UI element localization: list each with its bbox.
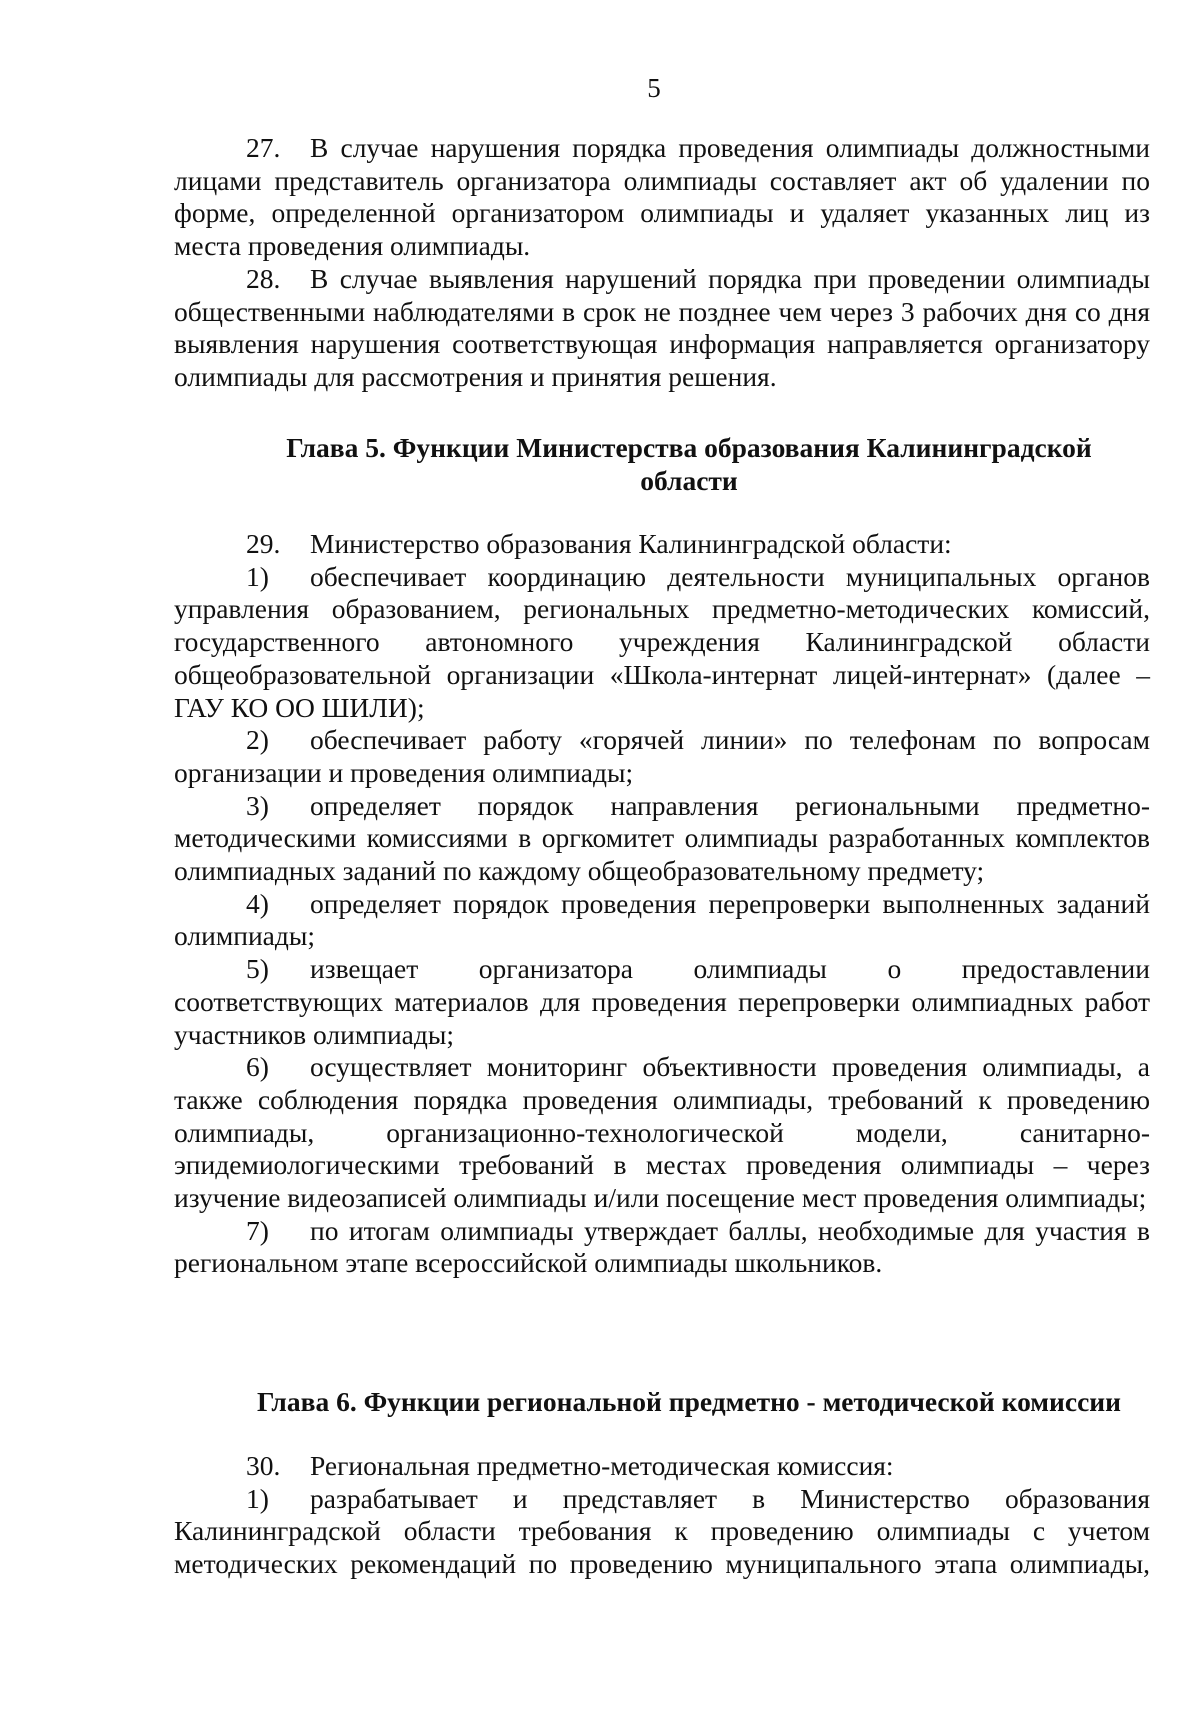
list-item bbox=[174, 790, 1150, 888]
list-item bbox=[174, 724, 1150, 789]
list-item bbox=[174, 561, 1150, 725]
list-item-text: разрабатывает и представляет в Министерство образования Калининградской области требования к проведению олимпиады с учетом методических рекомендаций по проведению муниципального этапа олимпиады, bbox=[174, 1482, 1150, 1580]
list-item bbox=[174, 1215, 1150, 1280]
chapter-5-heading bbox=[174, 432, 1150, 497]
list-item-number: 4) bbox=[246, 887, 269, 919]
list-item-text: определяет порядок проведения перепроверки выполненных заданий олимпиады; bbox=[174, 887, 1150, 952]
paragraph-27 bbox=[174, 132, 1150, 263]
list-item-number: 1) bbox=[246, 560, 269, 592]
paragraph-number: 29. bbox=[246, 528, 281, 559]
section-ministry-functions bbox=[174, 528, 1150, 1280]
list-item-number: 2) bbox=[246, 724, 269, 756]
paragraph-text: В случае выявления нарушений порядка при проведении олимпиады общественными наблюдателями в срок не позднее чем через 3 рабочих дня со дня выявления нарушения соответствующая информация направляется организатору олимпиады для рассмотрения и принятия решения. bbox=[174, 262, 1150, 392]
chapter-heading-line: области bbox=[640, 464, 738, 496]
list-item-number: 5) bbox=[246, 953, 269, 985]
chapter-6-heading bbox=[174, 1386, 1150, 1419]
list-item bbox=[174, 1483, 1150, 1581]
list-item-number: 6) bbox=[246, 1051, 269, 1083]
paragraph-28 bbox=[174, 263, 1150, 394]
paragraph-number: 27. bbox=[246, 132, 281, 163]
paragraph-text: Региональная предметно-методическая комиссия: bbox=[310, 1450, 894, 1481]
section-commission-functions bbox=[174, 1450, 1150, 1581]
list-item-number: 7) bbox=[246, 1214, 269, 1246]
section-participants-violations bbox=[174, 132, 1150, 394]
chapter-heading-line: Глава 6. Функции региональной предметно - методической комиссии bbox=[257, 1386, 1121, 1417]
list-item bbox=[174, 953, 1150, 1051]
list-item-text: определяет порядок направления региональными предметно-методическими комиссиями в оргкомитет олимпиады разработанных комплектов олимпиадных заданий по каждому общеобразовательному предмету; bbox=[174, 789, 1150, 887]
list-item bbox=[174, 1051, 1150, 1215]
list-item-text: извещает организатора олимпиады о предоставлении соответствующих материалов для проведения перепроверки олимпиадных работ участников олимпиады; bbox=[174, 953, 1150, 1050]
list-item bbox=[174, 888, 1150, 953]
paragraph-number: 30. bbox=[246, 1450, 281, 1481]
list-item-text: осуществляет мониторинг объективности проведения олимпиады, а также соблюдения порядка проведения олимпиады, требований к проведению олимпиады, организационно-технологической модели, санитарно-эпидемиологическими требований в местах проведения олимпиады – через изучение видеозаписей олимпиады и/или посещение мест проведения олимпиады; bbox=[174, 1051, 1150, 1214]
list-item-text: по итогам олимпиады утверждает баллы, необходимые для участия в региональном этапе всероссийской олимпиады школьников. bbox=[174, 1214, 1150, 1279]
paragraph-29 bbox=[174, 528, 1150, 561]
paragraph-number: 28. bbox=[246, 262, 281, 294]
paragraph-text: Министерство образования Калининградской области: bbox=[310, 528, 952, 559]
page-number: 5 bbox=[647, 73, 661, 103]
chapter-heading-line: Глава 5. Функции Министерства образования Калининградской bbox=[286, 432, 1092, 463]
list-item-number: 1) bbox=[246, 1482, 269, 1514]
paragraph-30 bbox=[174, 1450, 1150, 1483]
list-item-number: 3) bbox=[246, 789, 269, 821]
list-item-text: обеспечивает координацию деятельности муниципальных органов управления образованием, региональных предметно-методических комиссий, государственного автономного учреждения Калининградской области общеобразовательной организации «Школа-интернат лицей-интернат» (далее – ГАУ КО ОО ШИЛИ); bbox=[174, 560, 1150, 723]
paragraph-text: В случае нарушения порядка проведения олимпиады должностными лицами представитель организатора олимпиады составляет акт об удалении по форме, определенной организатором олимпиады и удаляет указанных лиц из места проведения олимпиады. bbox=[174, 132, 1150, 262]
list-item-text: обеспечивает работу «горячей линии» по телефонам по вопросам организации и проведения олимпиады; bbox=[174, 724, 1150, 788]
